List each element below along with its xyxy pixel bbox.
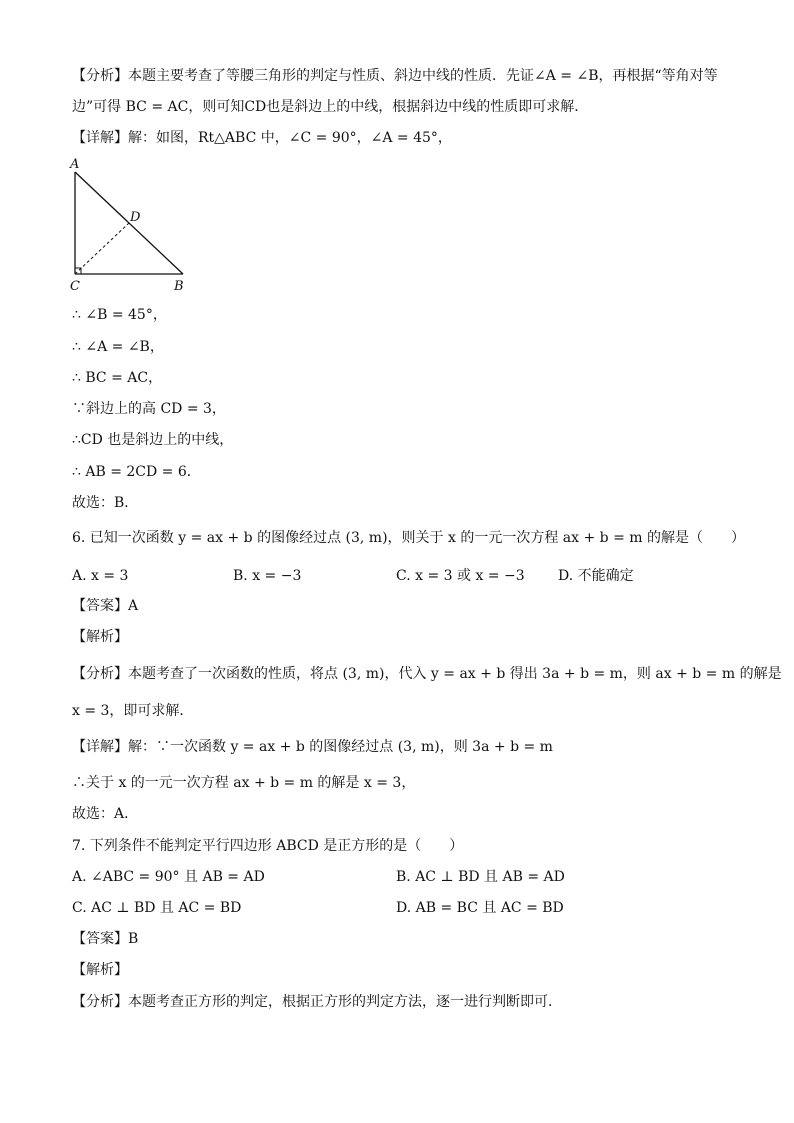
q7-option-c: C. AC ⊥ BD 且 AC = BD — [72, 900, 242, 916]
label-d: D — [130, 210, 141, 225]
q7-answer: 【答案】B — [72, 931, 139, 947]
q5-step-4: ∵斜边上的高 CD = 3， — [72, 401, 226, 417]
q7-stem: 7. 下列条件不能判定平行四边形 ABCD 是正方形的是（ ） — [72, 838, 464, 854]
q5-detail-line: 【详解】解：如图，Rt△ABC 中，∠C = 90°，∠A = 45°， — [72, 130, 452, 146]
q5-analysis-line-2: 边”可得 BC = AC，则可知CD也是斜边上的中线，根据斜边中线的性质即可求解． — [72, 99, 589, 115]
q6-option-d: D. 不能确定 — [558, 568, 634, 584]
q6-analysis-line-1: 【分析】本题考查了一次函数的性质，将点 (3, m)，代入 y = ax + b 得出 3a + b = m，则 ax + b = m 的解是 — [72, 666, 782, 682]
q6-answer: 【答案】A — [72, 598, 139, 614]
q7-option-b: B. AC ⊥ BD 且 AB = AD — [396, 869, 565, 885]
q6-detail-line-2: ∴关于 x 的一元一次方程 ax + b = m 的解是 x = 3， — [72, 775, 416, 791]
label-b: B — [174, 279, 184, 294]
q5-step-1: ∴ ∠B = 45°， — [72, 307, 167, 323]
q7-analysis-heading: 【解析】 — [72, 962, 128, 978]
q5-analysis-line-1: 【分析】本题主要考查了等腰三角形的判定与性质、斜边中线的性质．先证∠A = ∠B，再根据“等角对等 — [72, 68, 718, 84]
q6-detail-line-1: 【详解】解：∵一次函数 y = ax + b 的图像经过点 (3, m)，则 3a + b = m — [72, 739, 553, 755]
label-c: C — [70, 279, 80, 294]
q5-step-6: ∴ AB = 2CD = 6． — [72, 464, 201, 480]
q7-option-a: A. ∠ABC = 90° 且 AB = AD — [72, 869, 265, 885]
q5-choice: 故选：B． — [72, 495, 139, 511]
q6-analysis-line-2: x = 3，即可求解． — [72, 703, 194, 719]
q5-step-2: ∴ ∠A = ∠B， — [72, 339, 164, 355]
q5-step-3: ∴ BC = AC， — [72, 370, 163, 386]
q6-choice: 故选：A． — [72, 806, 139, 822]
q5-step-5: ∴CD 也是斜边上的中线， — [72, 432, 234, 448]
segment-cd-dashed — [75, 223, 129, 274]
q6-analysis-heading: 【解析】 — [72, 629, 128, 645]
q6-option-a: A. x = 3 — [72, 568, 129, 584]
label-a: A — [70, 157, 80, 172]
triangle-figure — [66, 156, 196, 296]
q7-option-d: D. AB = BC 且 AC = BD — [396, 900, 564, 916]
q6-option-c: C. x = 3 或 x = −3 — [396, 568, 525, 584]
q6-option-b: B. x = −3 — [233, 568, 302, 584]
q7-analysis-line-1: 【分析】本题考查正方形的判定，根据正方形的判定方法，逐一进行判断即可． — [72, 994, 562, 1010]
q6-stem: 6. 已知一次函数 y = ax + b 的图像经过点 (3, m)，则关于 x 的一元一次方程 ax + b = m 的解是（ ） — [72, 530, 745, 546]
